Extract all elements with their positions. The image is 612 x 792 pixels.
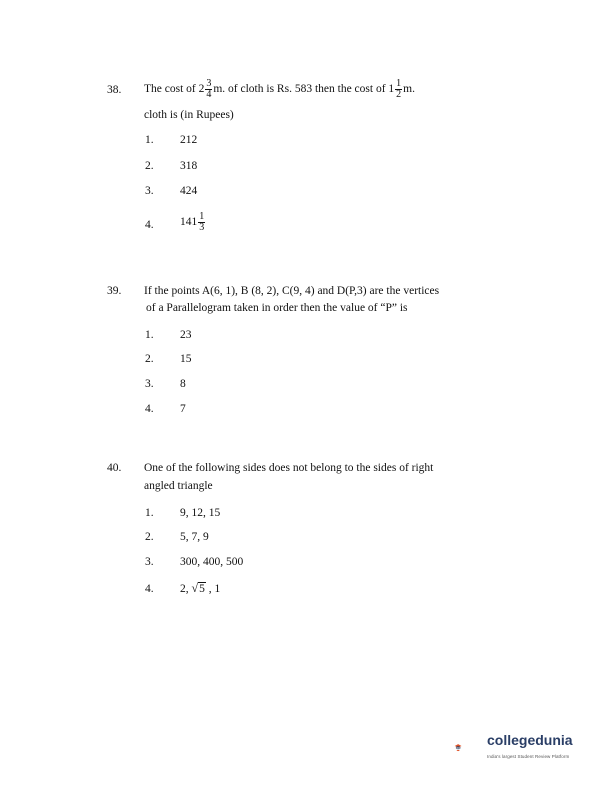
option-value: 7 xyxy=(180,403,186,415)
question-stem: The cost of 2 $\frac{3}{4}$ m. of cloth is Rs. 583 then the cost of 1 $\frac{1}{2}$ m. xyxy=(144,78,415,100)
fraction: $\frac{1}{3}$ xyxy=(199,211,205,233)
fraction: $\frac{3}{4}$ xyxy=(206,78,212,100)
question-stem-line: angled triangle xyxy=(144,480,213,492)
option-value: 8 xyxy=(180,378,186,390)
option-value: 424 xyxy=(180,185,198,197)
option-value: 212 xyxy=(180,134,198,146)
option-number: 1. xyxy=(145,507,154,519)
question-stem-line: One of the following sides does not belong to the sides of right xyxy=(144,462,434,474)
brand-name: collegedunia xyxy=(487,732,573,748)
option-number: 3. xyxy=(145,556,154,568)
brand-tagline: India's largest Student Review Platform xyxy=(487,754,570,759)
option-number: 2. xyxy=(145,531,154,543)
mascot-icon xyxy=(455,744,462,751)
option-value: 15 xyxy=(180,353,192,365)
option-number: 3. xyxy=(145,185,154,197)
option-number: 4. xyxy=(145,403,154,415)
option-value: 23 xyxy=(180,329,192,341)
collegedunia-logo xyxy=(454,728,488,768)
fraction: $\frac{1}{2}$ xyxy=(396,78,402,100)
option-value: 300, 400, 500 xyxy=(180,556,244,568)
option-number: 4. xyxy=(145,583,154,595)
question-stem-line: cloth is (in Rupees) xyxy=(144,109,234,121)
question-stem-line: If the points A(6, 1), B (8, 2), C(9, 4) and D(P,3) are the vertices xyxy=(144,285,440,297)
question-stem-line: of a Parallelogram taken in order then the value of “P” is xyxy=(146,302,408,314)
option-value: 9, 12, 15 xyxy=(180,507,221,519)
question-number: 38. xyxy=(107,84,122,96)
option-number: 2. xyxy=(145,353,154,365)
option-value: 2, √5 , 1 xyxy=(180,581,221,595)
option-value: 141 $\frac{1}{3}$ xyxy=(180,211,205,233)
option-number: 1. xyxy=(145,134,154,146)
question-number: 39. xyxy=(107,285,122,297)
option-number: 3. xyxy=(145,378,154,390)
square-root: √5 xyxy=(191,581,205,595)
option-value: 5, 7, 9 xyxy=(180,531,209,543)
question-number: 40. xyxy=(107,462,122,474)
option-number: 4. xyxy=(145,219,154,231)
option-number: 2. xyxy=(145,160,154,172)
option-value: 318 xyxy=(180,160,198,172)
option-number: 1. xyxy=(145,329,154,341)
